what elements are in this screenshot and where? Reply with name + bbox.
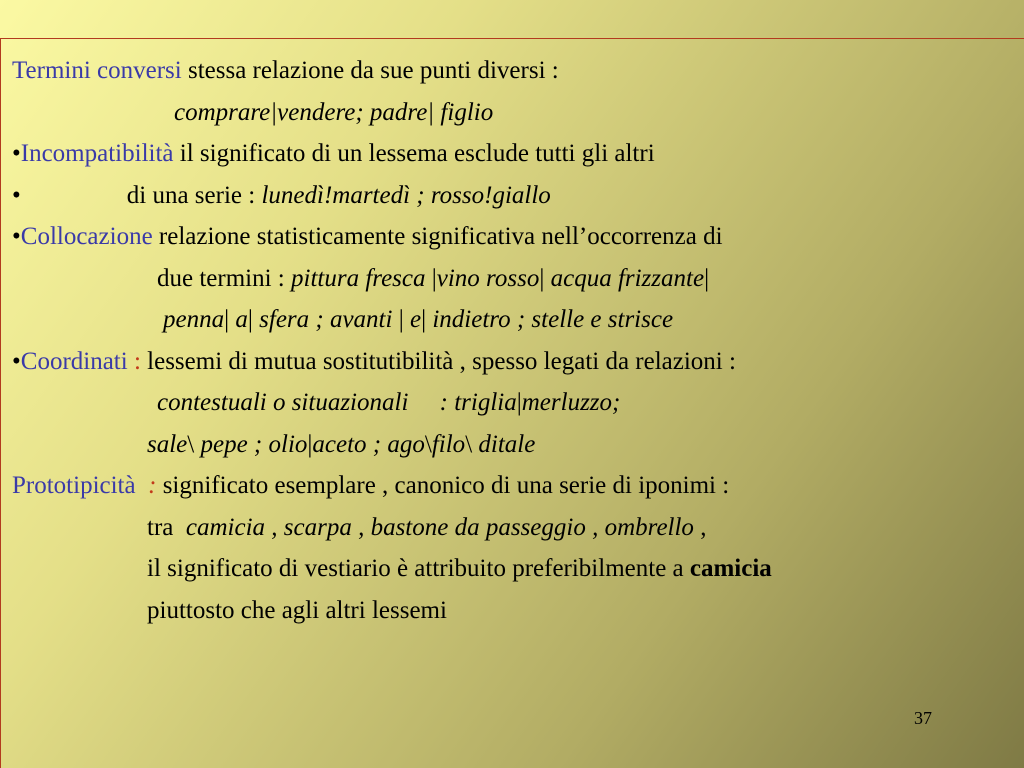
text-run: acqua frizzante [550,264,705,292]
text-run: | [224,306,236,333]
text-run: | [421,306,433,333]
text-run: | [307,430,313,458]
text-line [12,175,1016,217]
text-line [12,92,1016,134]
text-run: e [409,306,422,333]
term-termini-conversi: Termini conversi [12,57,182,84]
text-run: piuttosto che agli altri lessemi [147,596,447,624]
text-run: contestuali o situazionali : triglia [157,389,517,416]
text-run: il significato di un lessema esclude tutti gli altri [173,140,655,167]
text-run: relazione statisticamente significativa nell’occorrenza di [152,223,723,250]
text-run: filo [431,430,466,458]
text-run: penna [163,306,225,333]
text-run: merluzzo; [521,389,621,416]
text-line [12,548,1016,590]
text-line [12,341,1016,383]
term-incompatibilita: Incompatibilità [20,140,174,167]
text-run: , [693,513,707,541]
text-line [12,465,1016,507]
text-run: \ [187,430,201,458]
text-line [12,299,1016,341]
text-run: | [704,264,710,292]
text-line [12,258,1016,300]
left-rule [0,38,1,768]
text-run: lessemi di mutua sostitutibilità , spesso legati da relazioni : [140,347,736,375]
text-run: pepe ; olio [200,430,308,458]
text-run: comprare|vendere; padre| figlio [174,98,494,126]
text-run: : [127,347,141,375]
slide-body [12,50,1016,631]
term-coordinati: Coordinati [20,347,128,375]
text-run: due termini : [157,264,291,292]
text-line [12,507,1016,549]
text-run: pittura fresca [291,264,432,292]
text-run: camicia , scarpa , bastone da passeggio , ombrello [185,513,694,541]
text-run: | [431,264,437,292]
page-number: 37 [914,708,932,728]
text-run: aceto ; ago [312,430,425,458]
text-line [12,382,1016,424]
bullet: • [12,140,21,167]
text-run: tra [147,513,186,541]
bullet: • [12,223,21,250]
bullet: • [12,347,21,375]
text-line [12,133,1016,175]
text-run: indietro ; stelle e strisce [432,306,674,333]
text-run: | [247,306,260,333]
text-line [12,424,1016,466]
text-run: ditale [478,430,536,458]
text-line [12,216,1016,258]
term-collocazione: Collocazione [20,223,153,250]
text-run: a [235,306,248,333]
text-line [12,590,1016,632]
text-run: | [516,389,522,416]
text-run: lunedì!martedì ; rosso!giallo [261,181,551,209]
term-prototipicita: Prototipicità [12,472,136,499]
text-line [12,50,1016,92]
text-run: vino rosso [436,264,540,292]
text-run: \ [465,430,479,458]
text-run: : [135,472,157,499]
text-run: sale [147,430,188,458]
text-run: stessa relazione da sue punti diversi : [181,57,559,84]
text-run: \ [424,430,432,458]
text-run: sfera ; avanti [259,306,399,333]
text-run: | [398,306,410,333]
top-rule [0,38,1024,39]
text-run: | [539,264,551,292]
text-run: significato esemplare , canonico di una serie di iponimi : [156,472,730,499]
bullet: • [12,181,21,209]
text-run: il significato di vestiario è attribuito preferibilmente a [147,555,690,582]
text-run: camicia [689,555,772,582]
text-run: di una serie : [126,181,262,209]
